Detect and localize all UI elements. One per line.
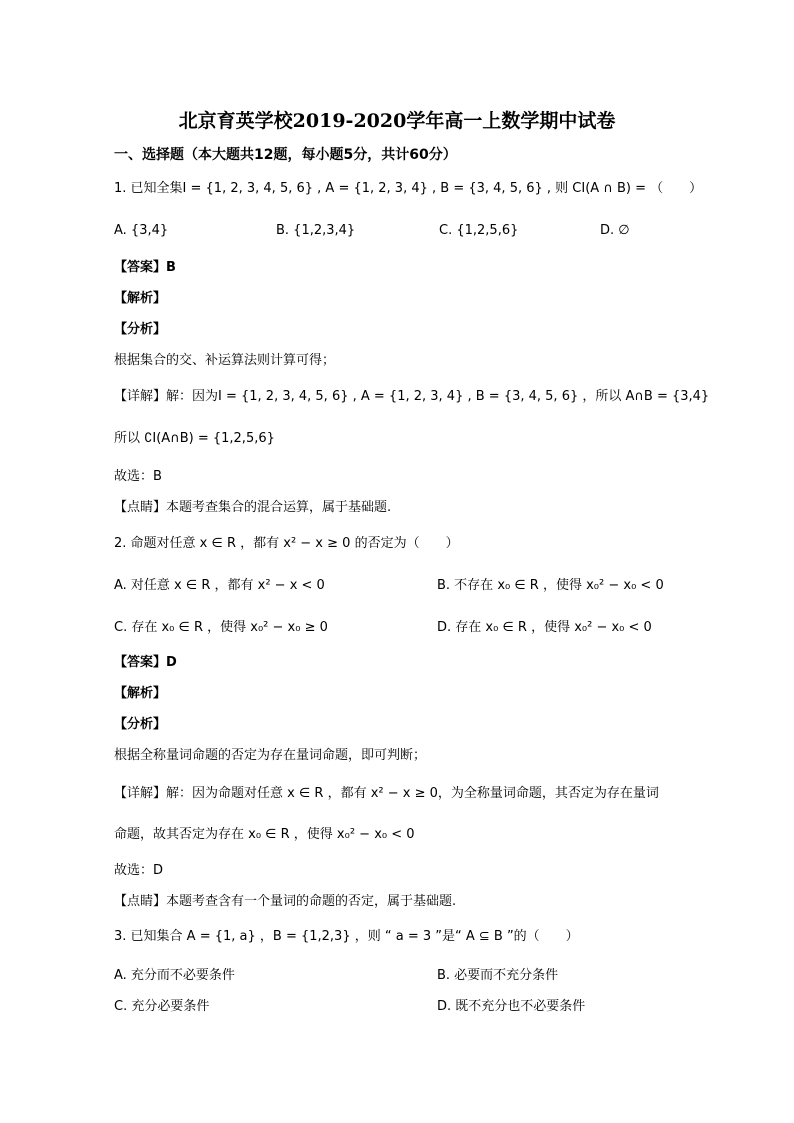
question-1-detail: 【详解】解：因为I = {1, 2, 3, 4, 5, 6} , A = {1, 2, 3, 4} , B = {3, 4, 5, 6} ，所以 A∩B = {3,4} bbox=[114, 389, 710, 404]
question-1-fenxi-label: 【分析】 bbox=[114, 322, 167, 337]
question-2-fenxi-label: 【分析】 bbox=[114, 717, 167, 732]
question-1-stem: 1. 已知全集I = {1, 2, 3, 4, 5, 6} , A = {1, 2, 3, 4} , B = {3, 4, 5, 6} , 则 CI(A ∩ B) = （ ） bbox=[114, 181, 703, 196]
question-2-comment: 【点睛】本题考查含有一个量词的命题的否定，属于基础题. bbox=[114, 894, 457, 909]
question-2-option-a: A. 对任意 x ∈ R ，都有 x² − x < 0 bbox=[114, 578, 325, 593]
question-2-option-d: D. 存在 x₀ ∈ R ，使得 x₀² − x₀ < 0 bbox=[437, 620, 652, 635]
section-heading: 一、选择题（本大题共12题，每小题5分，共计60分） bbox=[114, 147, 457, 163]
question-1-detail-2: 所以 ∁I(A∩B) = {1,2,5,6} bbox=[114, 431, 275, 446]
question-1-option-b: B. {1,2,3,4} bbox=[276, 223, 356, 238]
question-2-fenxi-text: 根据全称量词命题的否定为存在量词命题，即可判断； bbox=[114, 748, 427, 763]
question-1-option-a: A. {3,4} bbox=[114, 223, 169, 238]
question-3-stem: 3. 已知集合 A = {1, a} ，B = {1,2,3} ，则 “ a = 3 ”是“ A ⊆ B ”的（ ） bbox=[114, 929, 579, 944]
question-2-detail: 【详解】解：因为命题对任意 x ∈ R ，都有 x² − x ≥ 0，为全称量词命题，其否定为存在量词 bbox=[114, 786, 659, 801]
question-2-analysis-label: 【解析】 bbox=[114, 686, 167, 701]
question-1-conclusion: 故选：B bbox=[114, 469, 162, 484]
question-3-option-a: A. 充分而不必要条件 bbox=[114, 968, 235, 983]
question-2-option-b: B. 不存在 x₀ ∈ R ，使得 x₀² − x₀ < 0 bbox=[437, 578, 664, 593]
question-1-analysis-label: 【解析】 bbox=[114, 291, 167, 306]
question-1-comment: 【点睛】本题考查集合的混合运算，属于基础题. bbox=[114, 500, 392, 515]
question-2-option-c: C. 存在 x₀ ∈ R ，使得 x₀² − x₀ ≥ 0 bbox=[114, 620, 328, 635]
question-2-conclusion: 故选：D bbox=[114, 863, 164, 878]
question-1-option-d: D. ∅ bbox=[600, 223, 630, 238]
question-3-option-b: B. 必要而不充分条件 bbox=[437, 968, 559, 983]
page-title: 北京育英学校2019-2020学年高一上数学期中试卷 bbox=[178, 110, 616, 132]
question-2-detail-2: 命题，故其否定为存在 x₀ ∈ R ，使得 x₀² − x₀ < 0 bbox=[114, 827, 415, 842]
question-1-answer: 【答案】B bbox=[114, 260, 176, 275]
question-2-stem: 2. 命题对任意 x ∈ R ，都有 x² − x ≥ 0 的否定为（ ） bbox=[114, 536, 459, 551]
question-3-option-d: D. 既不充分也不必要条件 bbox=[437, 999, 586, 1014]
question-3-option-c: C. 充分必要条件 bbox=[114, 999, 210, 1014]
question-1-option-c: C. {1,2,5,6} bbox=[439, 223, 519, 238]
question-1-fenxi-text: 根据集合的交、补运算法则计算可得； bbox=[114, 353, 336, 368]
question-2-answer: 【答案】D bbox=[114, 655, 177, 670]
